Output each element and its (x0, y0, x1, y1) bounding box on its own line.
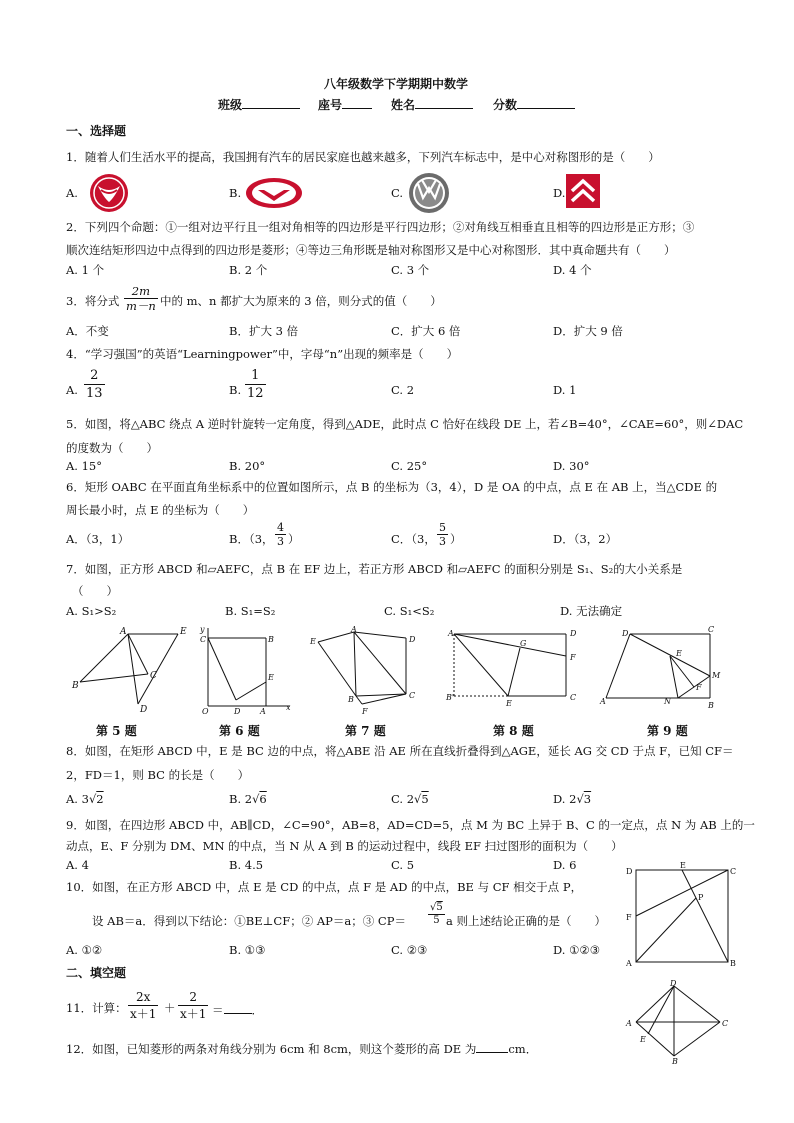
q9-option-c: C. 5 (391, 858, 415, 872)
q4-option-a-fraction: $\frac{2}{13}$ (86, 368, 103, 401)
svg-text:E: E (310, 637, 316, 646)
q4-option-a-label: A. (66, 383, 78, 397)
q12-answer-blank[interactable] (476, 1040, 508, 1053)
q5-line2: 的度数为（ ） (66, 441, 158, 455)
svg-text:B': B' (446, 693, 455, 702)
q7-option-d: D. 无法确定 (560, 604, 623, 618)
caption-figure-q8: 第 8 题 (493, 724, 534, 738)
q6-option-d: D．（3，2） (553, 532, 618, 546)
svg-text:A: A (626, 1019, 632, 1028)
q1-option-d: D. (553, 186, 566, 200)
caption-figure-q5: 第 5 题 (96, 724, 137, 738)
q6-line1: 6．矩形 OABC 在平面直角坐标系中的位置如图所示，点 B 的坐标为（3，4），D 是 OA 的中点，点 E 在 AB 上，当△CDE 的 (66, 480, 718, 494)
q3-option-b: B．扩大 3 倍 (229, 324, 299, 338)
q8-option-a: A. 3√2 (66, 792, 104, 806)
q11-fraction-2: $\frac{2}{x+1}$ (180, 990, 207, 1021)
q10-option-c: C. ②③ (391, 943, 428, 957)
svg-text:B: B (708, 701, 714, 710)
svg-text:E: E (506, 699, 512, 708)
q2-option-c: C. 3 个 (391, 263, 430, 277)
q7-option-b: B. S₁=S₂ (225, 604, 276, 618)
q9-option-b: B. 4.5 (229, 858, 264, 872)
q7-option-a: A. S₁>S₂ (66, 604, 117, 618)
q11-equals: ＝ ． (212, 1003, 263, 1017)
q5-option-b: B. 20° (229, 459, 266, 473)
q3-option-a: A．不变 (66, 324, 109, 338)
svg-text:D: D (570, 629, 577, 638)
svg-text:D: D (409, 635, 416, 644)
q7-line1: 7．如图，正方形 ABCD 和▱AEFC，点 B 在 EF 边上，若正方形 ABCD 和▱AEFC 的面积分别是 S₁、S₂的大小关系是 (66, 562, 683, 576)
q6-option-c-pre: C．（3， (391, 532, 436, 546)
svg-text:x: x (286, 703, 291, 712)
svg-text:D: D (626, 867, 633, 876)
q6-line2: 周长最小时，点 E 的坐标为（ ） (66, 503, 255, 517)
svg-text:E: E (676, 649, 682, 658)
q8-option-b: B. 2√6 (229, 792, 267, 806)
seat-field[interactable]: 座号 (318, 98, 372, 112)
svg-text:D: D (140, 705, 148, 714)
svg-text:E: E (180, 627, 187, 637)
q10-option-b: B. ①③ (229, 943, 266, 957)
svg-text:A: A (448, 629, 454, 638)
q4-option-c: C. 2 (391, 383, 415, 397)
q4-option-d: D. 1 (553, 383, 577, 397)
q3-pre: 3．将分式 (66, 294, 120, 308)
q9-line1: 9．如图，在四边形 ABCD 中，AB∥CD，∠C=90°，AB=8，AD=CD=5，点 M 为 BC 上异于 B、C 的一定点，点 N 为 AB 上的一 (66, 818, 755, 832)
svg-text:F: F (362, 707, 368, 716)
svg-text:E: E (268, 673, 274, 682)
q2-option-d: D. 4 个 (553, 263, 592, 277)
figure-q8 (444, 624, 584, 714)
svg-text:D: D (234, 707, 241, 716)
volkswagen-logo (408, 172, 450, 214)
q8-line2: 2，FD＝1，则 BC 的长是（ ） (66, 768, 250, 782)
q8-option-c: C. 2√5 (391, 792, 429, 806)
svg-text:C: C (708, 625, 715, 634)
q11-fraction-1: $\frac{2x}{x+1}$ (130, 990, 157, 1021)
svg-text:P: P (698, 893, 704, 902)
caption-figure-q7: 第 7 题 (345, 724, 386, 738)
figure-q10 (622, 862, 742, 966)
svg-text:y: y (200, 625, 205, 634)
q10-fraction: $\frac{√5}{5}$ (430, 902, 443, 926)
q2-line2: 顺次连结矩形四边中点得到的四边形是菱形；④等边三角形既是轴对称图形又是中心对称图形．其中真命题共有（ ） (66, 243, 676, 257)
q7-option-c: C. S₁<S₂ (384, 604, 435, 618)
q4-option-b-label: B. (229, 383, 242, 397)
score-field[interactable]: 分数 (493, 98, 575, 112)
section-choice: 一、选择题 (66, 124, 127, 138)
citroen-logo (566, 174, 600, 208)
q5-option-d: D. 30° (553, 459, 590, 473)
q8-line1: 8．如图，在矩形 ABCD 中，E 是 BC 边的中点，将△ABE 沿 AE 所在直线折叠得到△AGE，延长 AG 交 CD 于点 F，已知 CF＝ (66, 744, 734, 758)
svg-text:A: A (120, 627, 127, 637)
q1-stem: 1．随着人们生活水平的提高，我国拥有汽车的居民家庭也越来越多，下列汽车标志中，是中心对称图形的是（ ） (66, 150, 660, 164)
q3-fraction: $\frac{2m}{m-n}$ (126, 284, 156, 313)
svg-text:C: C (150, 671, 157, 681)
q4-option-b-fraction: $\frac{1}{12}$ (247, 368, 264, 401)
svg-text:N: N (664, 697, 671, 706)
svg-text:B: B (348, 695, 354, 704)
q11-plus: ＋ (164, 1001, 176, 1015)
svg-text:E: E (640, 1035, 646, 1044)
q2-option-b: B. 2 个 (229, 263, 268, 277)
svg-text:O: O (202, 707, 209, 716)
q1-option-c: C. (391, 186, 404, 200)
svg-text:A: A (626, 959, 632, 966)
q11-pre: 11．计算： (66, 1001, 127, 1015)
figure-q12 (622, 978, 732, 1064)
q6-option-b-fraction: $\frac{4}{3}$ (277, 521, 284, 548)
name-field[interactable]: 姓名 (391, 98, 473, 112)
q3-option-c: C．扩大 6 倍 (391, 324, 461, 338)
q2-option-a: A. 1 个 (66, 263, 105, 277)
svg-text:A: A (600, 697, 606, 706)
q6-option-b-post: ） (288, 532, 300, 546)
q10-option-d: D. ①②③ (553, 943, 601, 957)
changan-logo (244, 176, 304, 210)
q10-line1: 10．如图，在正方形 ABCD 中，点 E 是 CD 的中点，点 F 是 AD 的中点，BE 与 CF 相交于点 P， (66, 880, 583, 894)
svg-text:B: B (730, 959, 736, 966)
q2-line1: 2．下列四个命题：①一组对边平行且一组对角相等的四边形是平行四边形；②对角线互相垂直且相等的四边形是正方形；③ (66, 220, 695, 234)
dongfeng-logo (86, 172, 132, 214)
svg-text:G: G (520, 639, 527, 648)
q9-option-d: D. 6 (553, 858, 577, 872)
q5-line1: 5．如图，将△ABC 绕点 A 逆时针旋转一定角度，得到△ADE，此时点 C 恰好在线段 DE 上，若∠B=40°，∠CAE=60°，则∠DAC (66, 417, 744, 431)
q12-stem: 12．如图，已知菱形的两条对角线分别为 6cm 和 8cm，则这个菱形的高 DE 为 cm． (66, 1042, 538, 1056)
page-title: 八年级数学下学期期中数学 (324, 77, 469, 91)
class-field[interactable]: 班级 (218, 98, 300, 112)
figure-q5 (60, 622, 190, 714)
q9-line2: 动点，E、F 分别为 DM、MN 的中点，当 N 从 A 到 B 的运动过程中，线段 EF 扫过图形的面积为（ ） (66, 839, 623, 853)
q10-line2-post: a 则上述结论正确的是（ ） (446, 914, 607, 928)
q6-option-a: A．（3，1） (66, 532, 130, 546)
svg-text:C: C (409, 691, 416, 700)
svg-text:A: A (351, 625, 357, 634)
q11-answer-blank[interactable] (224, 1001, 252, 1014)
q6-option-b-pre: B．（3， (229, 532, 274, 546)
svg-text:B: B (72, 681, 79, 691)
q6-option-c-post: ） (450, 532, 462, 546)
q1-option-a: A. (66, 186, 78, 200)
figure-q9 (594, 624, 734, 716)
caption-figure-q6: 第 6 题 (219, 724, 260, 738)
svg-text:F: F (570, 653, 576, 662)
section-fill: 二、填空题 (66, 966, 127, 980)
caption-figure-q9: 第 9 题 (647, 724, 688, 738)
svg-text:B: B (672, 1057, 678, 1064)
q8-option-d: D. 2√3 (553, 792, 592, 806)
q9-option-a: A. 4 (66, 858, 89, 872)
q5-option-c: C. 25° (391, 459, 428, 473)
svg-text:F: F (626, 913, 632, 922)
svg-text:C: C (570, 693, 577, 702)
svg-text:B: B (268, 635, 274, 644)
figure-q7 (306, 624, 422, 716)
q7-line2: （ ） (72, 584, 118, 598)
svg-text:D: D (670, 979, 677, 988)
svg-text:F: F (696, 683, 702, 692)
q5-option-a: A. 15° (66, 459, 102, 473)
svg-text:C: C (722, 1019, 729, 1028)
q6-option-c-fraction: $\frac{5}{3}$ (439, 521, 446, 548)
svg-text:E: E (680, 862, 686, 870)
figure-q6 (198, 624, 294, 716)
q10-option-a: A. ①② (66, 943, 103, 957)
svg-text:C: C (200, 635, 207, 644)
svg-text:M: M (712, 671, 721, 680)
q4-stem: 4．“学习强国”的英语“Learningpower”中，字母“n”出现的频率是（ ） (66, 347, 459, 361)
svg-text:D: D (622, 629, 629, 638)
svg-text:C: C (730, 867, 737, 876)
q3-post: 中的 m、n 都扩大为原来的 3 倍，则分式的值（ ） (160, 294, 442, 308)
svg-text:A: A (260, 707, 266, 716)
q1-option-b: B. (229, 186, 242, 200)
q3-option-d: D．扩大 9 倍 (553, 324, 623, 338)
q10-line2-pre: 设 AB＝a．得到以下结论：①BE⊥CF；② AP＝a；③ CP＝ (92, 914, 406, 928)
